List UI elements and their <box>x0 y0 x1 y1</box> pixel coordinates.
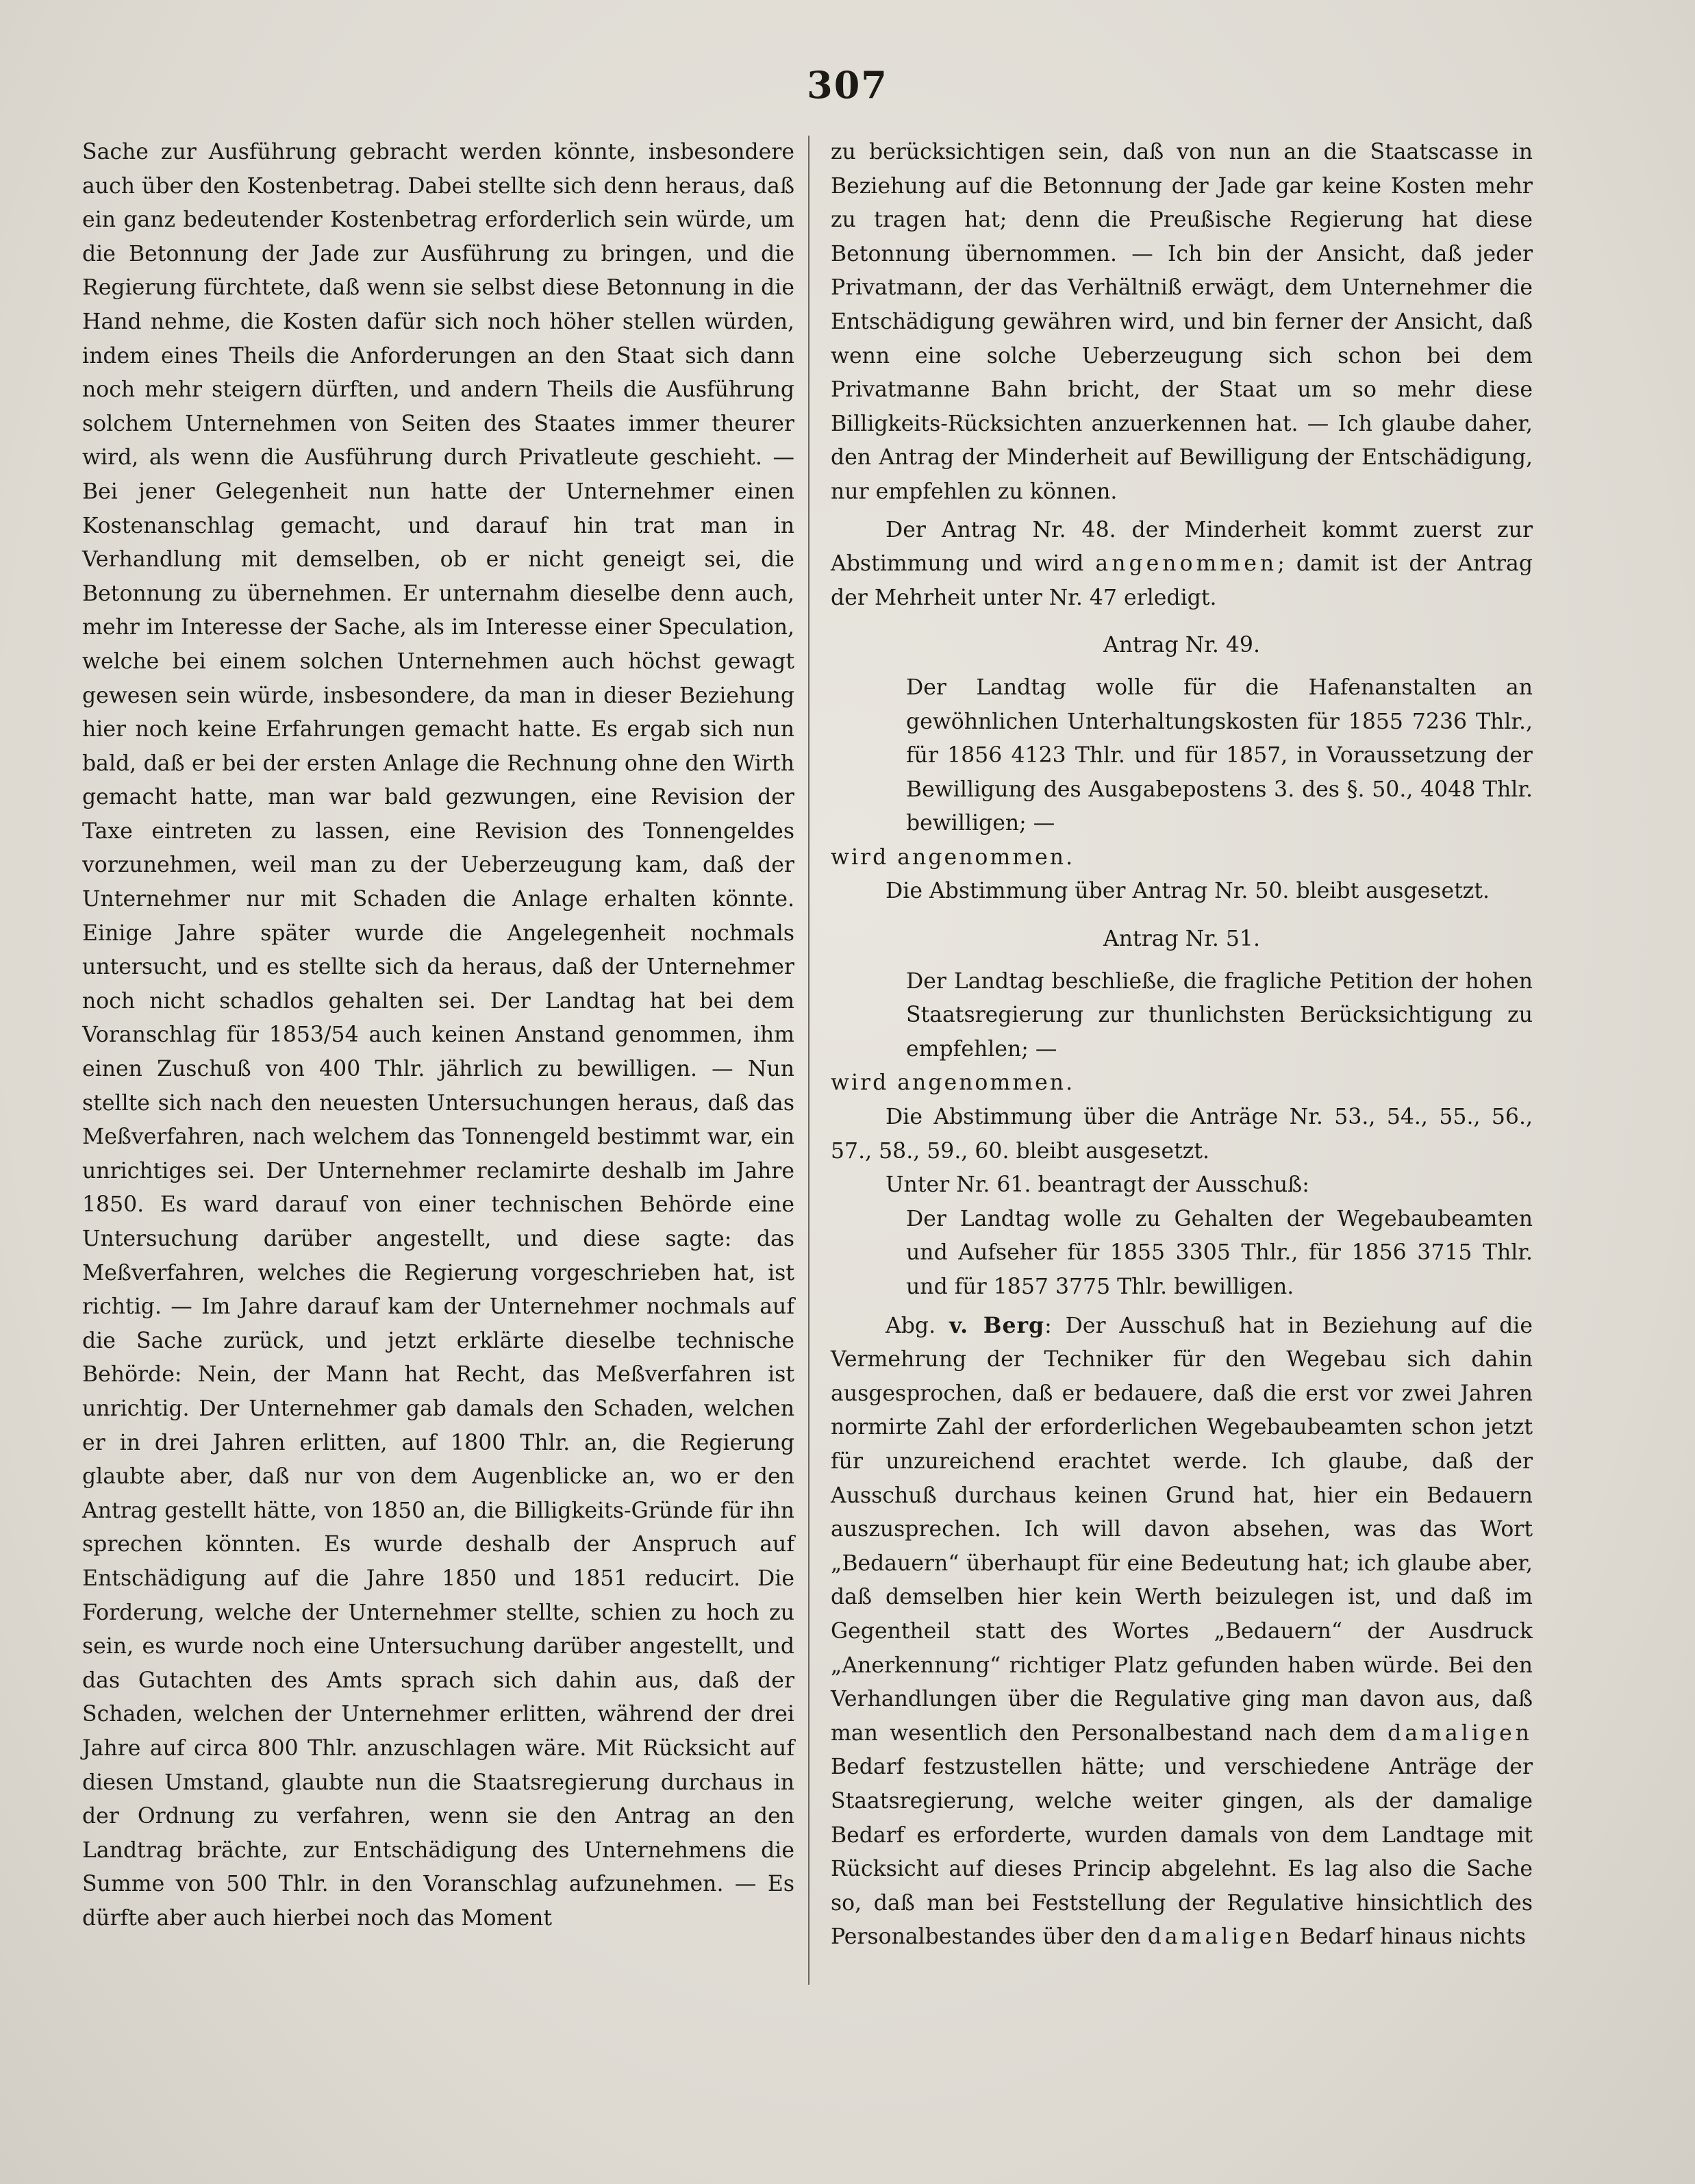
speech-continuation: zu berücksichtigen sein, daß von nun an die Staatscasse in Beziehung auf die Betonnung der Jade gar keine Kosten mehr zu tragen hat; denn die Preußische Regierung hat diese Betonnung übernommen. — Ich bin der Ansicht, daß jeder Privatmann, der das Verhältniß erwägt, dem Unternehmer die Entschädigung gewähren wird, und bin ferner der Ansicht, daß wenn eine solche Ueberzeugung sich schon bei dem Privatmanne Bahn bricht, der Staat um so mehr diese Billigkeits-Rücksichten anzuerkennen hat. — Ich glaube daher, den Antrag der Minderheit auf Bewilligung der Entschädigung, nur empfehlen zu können. <box>831 140 1533 504</box>
committee-proposal-61: Unter Nr. 61. beantragt der Ausschuß: <box>886 1172 1309 1198</box>
speaker-prefix: Abg. <box>886 1313 949 1338</box>
motion-result-51: wird angenommen. <box>831 1070 1075 1096</box>
motion-text-61: Der Landtag wolle zu Gehalten der Wegebaubeamten und Aufseher für 1855 3305 Thlr., für 1856 3715 Thlr. und für 1857 3775 Thlr. bewilligen. <box>906 1206 1533 1299</box>
motion-text-51: Der Landtag beschließe, die fragliche Petition der hohen Staatsregierung zur thunlichsten Berücksichtigung zu empfehlen; — <box>906 968 1533 1062</box>
vote-result-48 <box>831 514 1533 616</box>
motion-text-49: Der Landtag wolle für die Hafenanstalten an gewöhnlichen Unterhaltungskosten für 1855 7236 Thlr., für 1856 4123 Thlr. und für 1857, in Voraussetzung der Bewilligung des Ausgabepostens 3. des §. 50., 4048 Thlr. bewilligen; — <box>906 675 1533 836</box>
vote-text: Der Antrag Nr. 48. der Minderheit kommt zuerst zur Abstimmung und wird <box>831 517 1533 577</box>
vote-text-end: ; damit ist der Antrag der Mehrheit unter Nr. 47 erledigt. <box>831 551 1533 610</box>
speaker-name: v. Berg <box>949 1312 1045 1338</box>
left-paragraph: Sache zur Ausführung gebracht werden könnte, insbesondere auch über den Kostenbetrag. Dabei stellte sich denn heraus, daß ein ganz bedeutender Kostenbetrag erforderlich sein würde, um die Betonnung der Jade zur Ausführung zu bringen, und die Regierung fürchtete, daß wenn sie selbst diese Betonnung in die Hand nehme, die Kosten dafür sich noch höher stellen würden, indem eines Theils die Anforderungen an den Staat sich dann noch mehr steigern dürften, und andern Theils die Ausführung solchem Unternehmen von Seiten des Staates immer theurer wird, als wenn die Ausführung durch Privatleute geschieht. — Bei jener Gelegenheit nun hatte der Unternehmer einen Kostenanschlag gemacht, und darauf hin trat man in Verhandlung mit demselben, ob er nicht geneigt sei, die Betonnung zu übernehmen. Er unternahm dieselbe denn auch, mehr im Interesse der Sache, als im Interesse einer Speculation, welche bei einem solchen Unternehmen auch höchst gewagt gewesen sein würde, insbesondere, da man in dieser Beziehung hier noch keine Erfahrungen gemacht hatte. Es ergab sich nun bald, daß er bei der ersten Anlage die Rechnung ohne den Wirth gemacht hatte, man war bald gezwungen, eine Revision der Taxe eintreten zu lassen, eine Revision des Tonnengeldes vorzunehmen, weil man zu der Ueberzeugung kam, daß der Unternehmer nur mit Schaden die Anlage erhalten könnte. Einige Jahre später wurde die Angelegenheit nochmals untersucht, und es stellte sich da heraus, daß der Unternehmer noch nicht schadlos gehalten sei. Der Landtag hat bei dem Voranschlag für 1853/54 auch keinen Anstand genommen, ihm einen Zuschuß von 400 Thlr. jährlich zu bewilligen. — Nun stellte sich nach den neuesten Untersuchungen heraus, daß das Meßverfahren, nach welchem das Tonnengeld bestimmt war, ein unrichtiges sei. Der Unternehmer reclamirte deshalb im Jahre 1850. Es ward darauf von einer technischen Behörde eine Untersuchung darüber angestellt, und diese sagte: das Meßverfahren, welches die Regierung vorgeschrieben hat, ist richtig. — Im Jahre darauf kam der Unternehmer nochmals auf die Sache zurück, und jetzt erklärte dieselbe technische Behörde: Nein, der Mann hat Recht, das Meßverfahren ist unrichtig. Der Unternehmer gab damals den Schaden, welchen er in drei Jahren erlitten, auf 1800 Thlr. an, die Regierung glaubte aber, daß nur von dem Augenblicke an, wo er den Antrag gestellt hätte, von 1850 an, die Billigkeits-Gründe für ihn sprechen könnten. Es wurde deshalb der Anspruch auf Entschädigung auf die Jahre 1850 und 1851 reducirt. Die Forderung, welche der Unternehmer stellte, schien zu hoch zu sein, es wurde noch eine Untersuchung darüber angestellt, und das Gutachten des Amts sprach sich dahin aus, daß der Schaden, welchen der Unternehmer erlitten, während der drei Jahre auf circa 800 Thlr. anzuschlagen wäre. Mit Rücksicht auf diesen Umstand, glaubte nun die Staatsregierung durchaus in der Ordnung zu verfahren, wenn sie den Antrag an den Landtrag brächte, zur Entschädigung des Unternehmens die Summe von 500 Thlr. in den Voranschlag aufzunehmen. — Es dürfte aber auch hierbei noch das Moment <box>82 140 794 1931</box>
left-column <box>82 136 794 1935</box>
vote-deferred-53-60: Die Abstimmung über die Anträge Nr. 53., 54., 55., 56., 57., 58., 59., 60. bleibt ausgesetzt. <box>831 1105 1533 1164</box>
speech-v-berg <box>831 1309 1533 1955</box>
column-divider <box>808 136 809 1985</box>
speech-text-3: Bedarf hinaus nichts <box>1292 1924 1527 1950</box>
spaced-word-2: damaligen <box>1147 1924 1293 1950</box>
spaced-word: damaligen <box>1388 1720 1533 1746</box>
motion-heading-49: Antrag Nr. 49. <box>1103 633 1260 658</box>
vote-deferred-50: Die Abstimmung über Antrag Nr. 50. bleibt ausgesetzt. <box>886 879 1490 904</box>
motion-heading-51: Antrag Nr. 51. <box>1103 927 1260 952</box>
speech-text: : Der Ausschuß hat in Beziehung auf die Vermehrung der Techniker für den Wegebau sich dahin ausgesprochen, daß er bedauere, daß die erst vor zwei Jahren normirte Zahl der erforderlichen Wegebaubeamten schon jetzt für unzureichend erachtet werde. Ich glaube, daß der Ausschuß durchaus keinen Grund hat, hier ein Bedauern auszusprechen. Ich will davon absehen, was das Wort „Bedauern“ überhaupt für eine Bedeutung hat; ich glaube aber, daß demselben hier kein Werth beizulegen ist, und daß im Gegentheil statt des Wortes „Bedauern“ der Ausdruck „Anerkennung“ richtiger Platz gefunden haben würde. Bei den Verhandlungen über die Regulative ging man davon aus, daß man wesentlich den Personalbestand nach dem <box>831 1313 1533 1746</box>
vote-result-word: angenommen <box>1095 551 1278 577</box>
page-number: 307 <box>807 63 888 107</box>
speech-text-2: Bedarf festzustellen hätte; und verschiedene Anträge der Staatsregierung, welche weiter gingen, als der damalige Bedarf es erforderte, wurden damals von dem Landtage mit Rücksicht auf dieses Princip abgelehnt. Es lag also die Sache so, daß man bei Feststellung der Regulative hinsichtlich des Personalbestandes über den <box>831 1755 1533 1950</box>
right-column <box>831 136 1533 1955</box>
motion-result-49: wird angenommen. <box>831 844 1075 870</box>
